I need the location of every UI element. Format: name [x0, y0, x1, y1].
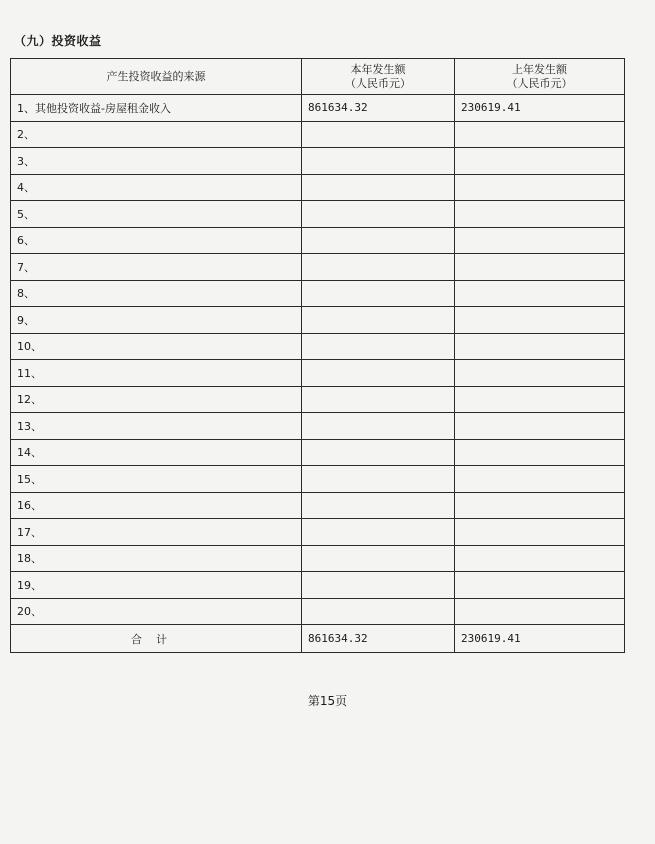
investment-income-table: [10, 58, 625, 653]
row-source: 10、: [11, 333, 302, 360]
table-row: [11, 254, 625, 281]
table-row: [11, 95, 625, 122]
section-title: （九）投资收益: [14, 34, 102, 48]
row-source: 18、: [11, 545, 302, 572]
row-source: 8、: [11, 280, 302, 307]
row-current: [302, 148, 455, 175]
header-current-line2: （人民币元）: [345, 76, 411, 90]
row-current: [302, 545, 455, 572]
row-previous: [455, 148, 625, 175]
row-previous: [455, 413, 625, 440]
table-row: [11, 545, 625, 572]
total-current: 861634.32: [302, 625, 455, 653]
row-previous: [455, 280, 625, 307]
row-source: 14、: [11, 439, 302, 466]
row-source: 16、: [11, 492, 302, 519]
row-current: [302, 466, 455, 493]
row-previous: [455, 174, 625, 201]
row-previous: [455, 545, 625, 572]
header-current-line1: 本年发生额: [350, 62, 406, 76]
row-current: [302, 572, 455, 599]
table-row: [11, 492, 625, 519]
row-current: [302, 227, 455, 254]
row-previous: [455, 360, 625, 387]
table-row: [11, 360, 625, 387]
row-previous: [455, 519, 625, 546]
header-previous-line2: （人民币元）: [506, 76, 573, 90]
table-row: [11, 386, 625, 413]
row-source: 6、: [11, 227, 302, 254]
row-source: 11、: [11, 360, 302, 387]
table-row: [11, 439, 625, 466]
header-previous-line1: 上年发生额: [512, 62, 567, 76]
row-previous: [455, 333, 625, 360]
row-previous: [455, 492, 625, 519]
header-current-year: [302, 59, 455, 95]
row-source: 7、: [11, 254, 302, 281]
row-current: [302, 598, 455, 625]
row-previous: [455, 572, 625, 599]
table-header-row: [11, 59, 625, 95]
row-source: 4、: [11, 174, 302, 201]
row-current: [302, 439, 455, 466]
row-current: 861634.32: [302, 95, 455, 122]
row-previous: [455, 227, 625, 254]
row-source: 19、: [11, 572, 302, 599]
row-current: [302, 360, 455, 387]
row-current: [302, 307, 455, 334]
row-current: [302, 280, 455, 307]
row-current: [302, 174, 455, 201]
table-row: [11, 227, 625, 254]
row-source: 3、: [11, 148, 302, 175]
row-previous: [455, 201, 625, 228]
table-row: [11, 572, 625, 599]
table-row: [11, 598, 625, 625]
row-previous: [455, 307, 625, 334]
row-source: 12、: [11, 386, 302, 413]
table-row: [11, 201, 625, 228]
row-previous: [455, 598, 625, 625]
row-previous: [455, 439, 625, 466]
table-row: [11, 307, 625, 334]
row-current: [302, 254, 455, 281]
table-row: [11, 121, 625, 148]
row-source: 15、: [11, 466, 302, 493]
table-row: [11, 413, 625, 440]
table-row: [11, 174, 625, 201]
row-previous: [455, 386, 625, 413]
row-previous: [455, 254, 625, 281]
header-source: 产生投资收益的来源: [11, 59, 302, 95]
row-current: [302, 333, 455, 360]
total-previous: 230619.41: [455, 625, 625, 653]
row-previous: 230619.41: [455, 95, 625, 122]
row-source: 20、: [11, 598, 302, 625]
row-source: 2、: [11, 121, 302, 148]
header-previous-year: [455, 59, 625, 95]
row-source: 1、其他投资收益-房屋租金收入: [11, 95, 302, 122]
table-row: [11, 519, 625, 546]
total-row: [11, 625, 625, 653]
table-row: [11, 333, 625, 360]
row-current: [302, 201, 455, 228]
row-previous: [455, 466, 625, 493]
row-source: 13、: [11, 413, 302, 440]
table-row: [11, 280, 625, 307]
row-current: [302, 492, 455, 519]
row-source: 9、: [11, 307, 302, 334]
row-current: [302, 386, 455, 413]
table-row: [11, 466, 625, 493]
row-source: 5、: [11, 201, 302, 228]
row-previous: [455, 121, 625, 148]
row-source: 17、: [11, 519, 302, 546]
row-current: [302, 413, 455, 440]
table-row: [11, 148, 625, 175]
page-number: 第15页: [307, 694, 348, 708]
total-label: 合计: [11, 625, 302, 653]
row-current: [302, 519, 455, 546]
row-current: [302, 121, 455, 148]
